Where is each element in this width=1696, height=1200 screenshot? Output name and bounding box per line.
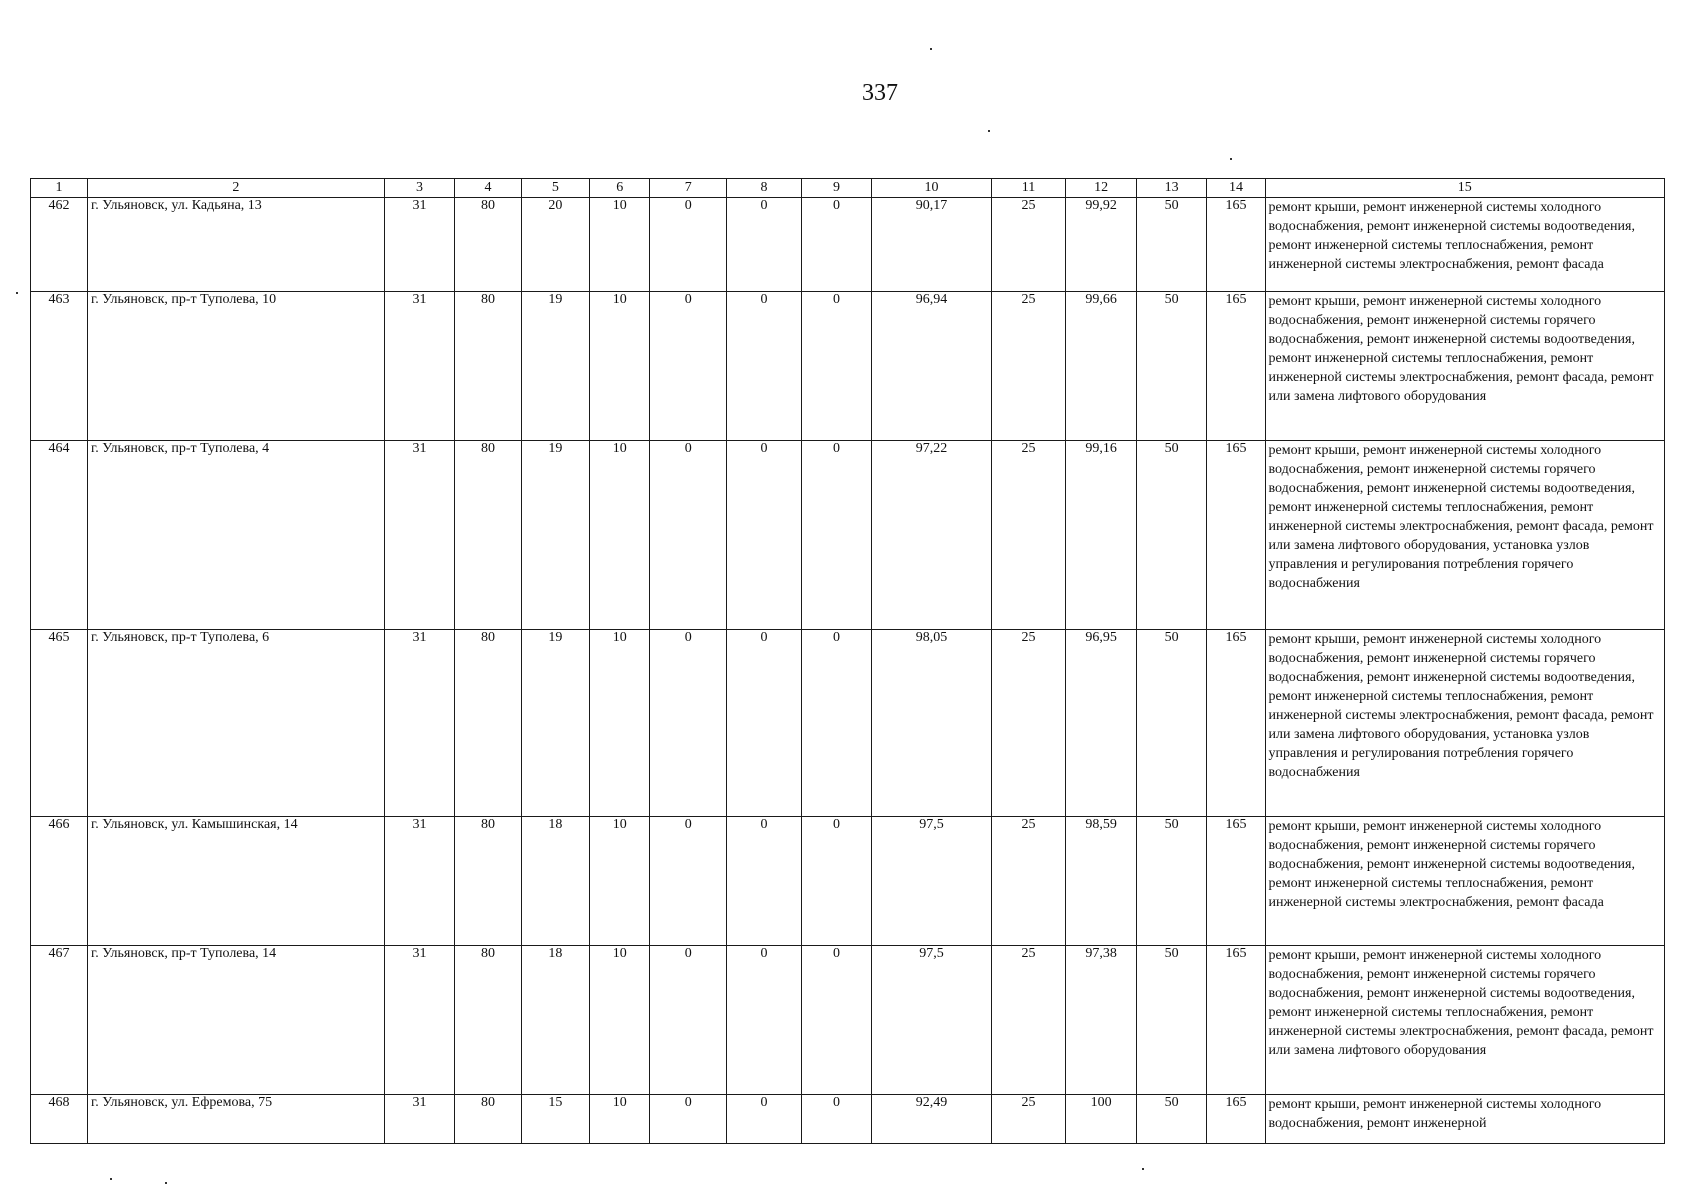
column-header: 9 [801,179,872,198]
table-row [31,1095,1665,1144]
value-cell: 0 [801,1095,872,1144]
value-cell: 80 [455,198,521,292]
value-cell: 0 [727,946,802,1095]
value-cell: 0 [650,946,727,1095]
row-number: 464 [31,441,88,630]
row-number: 467 [31,946,88,1095]
scan-speck [1142,1168,1144,1170]
value-cell: 10 [590,441,650,630]
column-header: 14 [1207,179,1265,198]
value-cell: 97,5 [872,817,991,946]
value-cell: 25 [991,292,1066,441]
value-cell: 90,17 [872,198,991,292]
address-cell: г. Ульяновск, пр-т Туполева, 6 [88,630,385,817]
value-cell: 50 [1136,1095,1207,1144]
value-cell: 165 [1207,441,1265,630]
column-header: 11 [991,179,1066,198]
column-header: 10 [872,179,991,198]
value-cell: 31 [384,441,455,630]
value-cell: 15 [521,1095,589,1144]
value-cell: 31 [384,198,455,292]
value-cell: 0 [650,630,727,817]
value-cell: 19 [521,292,589,441]
works-cell: ремонт крыши, ремонт инженерной системы холодного водоснабжения, ремонт инженерной [1265,1095,1665,1144]
value-cell: 80 [455,946,521,1095]
header-row [31,179,1665,198]
row-number: 462 [31,198,88,292]
value-cell: 25 [991,630,1066,817]
value-cell: 0 [801,292,872,441]
value-cell: 25 [991,817,1066,946]
value-cell: 80 [455,630,521,817]
value-cell: 98,05 [872,630,991,817]
value-cell: 97,5 [872,946,991,1095]
value-cell: 10 [590,198,650,292]
value-cell: 0 [727,1095,802,1144]
value-cell: 97,22 [872,441,991,630]
value-cell: 10 [590,1095,650,1144]
value-cell: 165 [1207,198,1265,292]
column-header: 4 [455,179,521,198]
value-cell: 80 [455,1095,521,1144]
value-cell: 50 [1136,946,1207,1095]
address-cell: г. Ульяновск, пр-т Туполева, 10 [88,292,385,441]
value-cell: 0 [727,198,802,292]
value-cell: 31 [384,946,455,1095]
address-cell: г. Ульяновск, ул. Камышинская, 14 [88,817,385,946]
column-header: 13 [1136,179,1207,198]
value-cell: 25 [991,198,1066,292]
value-cell: 99,92 [1066,198,1137,292]
value-cell: 0 [727,441,802,630]
table-row [31,817,1665,946]
column-header: 8 [727,179,802,198]
address-cell: г. Ульяновск, ул. Ефремова, 75 [88,1095,385,1144]
value-cell: 0 [727,817,802,946]
table-row [31,198,1665,292]
value-cell: 0 [727,630,802,817]
row-number: 468 [31,1095,88,1144]
column-header: 3 [384,179,455,198]
row-number: 466 [31,817,88,946]
column-header: 15 [1265,179,1665,198]
value-cell: 99,66 [1066,292,1137,441]
value-cell: 0 [801,946,872,1095]
column-header: 7 [650,179,727,198]
value-cell: 0 [801,441,872,630]
column-header: 2 [88,179,385,198]
value-cell: 31 [384,817,455,946]
value-cell: 0 [650,198,727,292]
table-row [31,630,1665,817]
works-cell: ремонт крыши, ремонт инженерной системы холодного водоснабжения, ремонт инженерной системы горячего водоснабжения, ремонт инженерной системы водоотведения, ремонт инженерной системы теплоснабжения, ремонт инженерной системы электроснабжения, ремонт фасада, ремонт или замена лифтового оборудования [1265,946,1665,1095]
scan-speck [16,292,18,294]
scan-speck [930,48,932,50]
value-cell: 31 [384,1095,455,1144]
value-cell: 0 [650,292,727,441]
page-number: 337 [862,80,898,106]
works-cell: ремонт крыши, ремонт инженерной системы холодного водоснабжения, ремонт инженерной системы водоотведения, ремонт инженерной системы теплоснабжения, ремонт инженерной системы электроснабжения, ремонт фасада [1265,198,1665,292]
value-cell: 165 [1207,630,1265,817]
column-header: 6 [590,179,650,198]
value-cell: 0 [727,292,802,441]
value-cell: 100 [1066,1095,1137,1144]
value-cell: 80 [455,817,521,946]
value-cell: 18 [521,946,589,1095]
value-cell: 50 [1136,441,1207,630]
scan-speck [165,1182,167,1184]
value-cell: 0 [650,1095,727,1144]
value-cell: 165 [1207,946,1265,1095]
column-header: 5 [521,179,589,198]
address-cell: г. Ульяновск, пр-т Туполева, 4 [88,441,385,630]
capital-repair-table [30,178,1665,1144]
value-cell: 97,38 [1066,946,1137,1095]
value-cell: 18 [521,817,589,946]
value-cell: 25 [991,1095,1066,1144]
value-cell: 0 [801,198,872,292]
value-cell: 10 [590,946,650,1095]
value-cell: 96,94 [872,292,991,441]
column-header: 1 [31,179,88,198]
value-cell: 19 [521,441,589,630]
value-cell: 20 [521,198,589,292]
value-cell: 98,59 [1066,817,1137,946]
table-row [31,441,1665,630]
value-cell: 50 [1136,630,1207,817]
value-cell: 80 [455,441,521,630]
scan-speck [110,1178,112,1180]
row-number: 465 [31,630,88,817]
value-cell: 50 [1136,817,1207,946]
value-cell: 10 [590,817,650,946]
value-cell: 10 [590,630,650,817]
works-cell: ремонт крыши, ремонт инженерной системы холодного водоснабжения, ремонт инженерной системы горячего водоснабжения, ремонт инженерной системы водоотведения, ремонт инженерной системы теплоснабжения, ремонт инженерной системы электроснабжения, ремонт фасада [1265,817,1665,946]
value-cell: 92,49 [872,1095,991,1144]
address-cell: г. Ульяновск, ул. Кадьяна, 13 [88,198,385,292]
table-row [31,292,1665,441]
value-cell: 10 [590,292,650,441]
value-cell: 165 [1207,292,1265,441]
works-cell: ремонт крыши, ремонт инженерной системы холодного водоснабжения, ремонт инженерной системы горячего водоснабжения, ремонт инженерной системы водоотведения, ремонт инженерной системы теплоснабжения, ремонт инженерной системы электроснабжения, ремонт фасада, ремонт или замена лифтового оборудования [1265,292,1665,441]
value-cell: 50 [1136,292,1207,441]
value-cell: 0 [801,817,872,946]
value-cell: 99,16 [1066,441,1137,630]
scan-speck [988,130,990,132]
row-number: 463 [31,292,88,441]
value-cell: 50 [1136,198,1207,292]
value-cell: 19 [521,630,589,817]
value-cell: 25 [991,441,1066,630]
value-cell: 165 [1207,817,1265,946]
value-cell: 31 [384,292,455,441]
table-row [31,946,1665,1095]
address-cell: г. Ульяновск, пр-т Туполева, 14 [88,946,385,1095]
value-cell: 0 [801,630,872,817]
scan-speck [1230,158,1232,160]
value-cell: 0 [650,817,727,946]
works-cell: ремонт крыши, ремонт инженерной системы холодного водоснабжения, ремонт инженерной системы горячего водоснабжения, ремонт инженерной системы водоотведения, ремонт инженерной системы теплоснабжения, ремонт инженерной системы электроснабжения, ремонт фасада, ремонт или замена лифтового оборудования, установка узлов управления и регулирования потребления горячего водоснабжения [1265,630,1665,817]
value-cell: 0 [650,441,727,630]
value-cell: 165 [1207,1095,1265,1144]
works-cell: ремонт крыши, ремонт инженерной системы холодного водоснабжения, ремонт инженерной системы горячего водоснабжения, ремонт инженерной системы водоотведения, ремонт инженерной системы теплоснабжения, ремонт инженерной системы электроснабжения, ремонт фасада, ремонт или замена лифтового оборудования, установка узлов управления и регулирования потребления горячего водоснабжения [1265,441,1665,630]
value-cell: 25 [991,946,1066,1095]
value-cell: 80 [455,292,521,441]
column-header: 12 [1066,179,1137,198]
value-cell: 96,95 [1066,630,1137,817]
value-cell: 31 [384,630,455,817]
